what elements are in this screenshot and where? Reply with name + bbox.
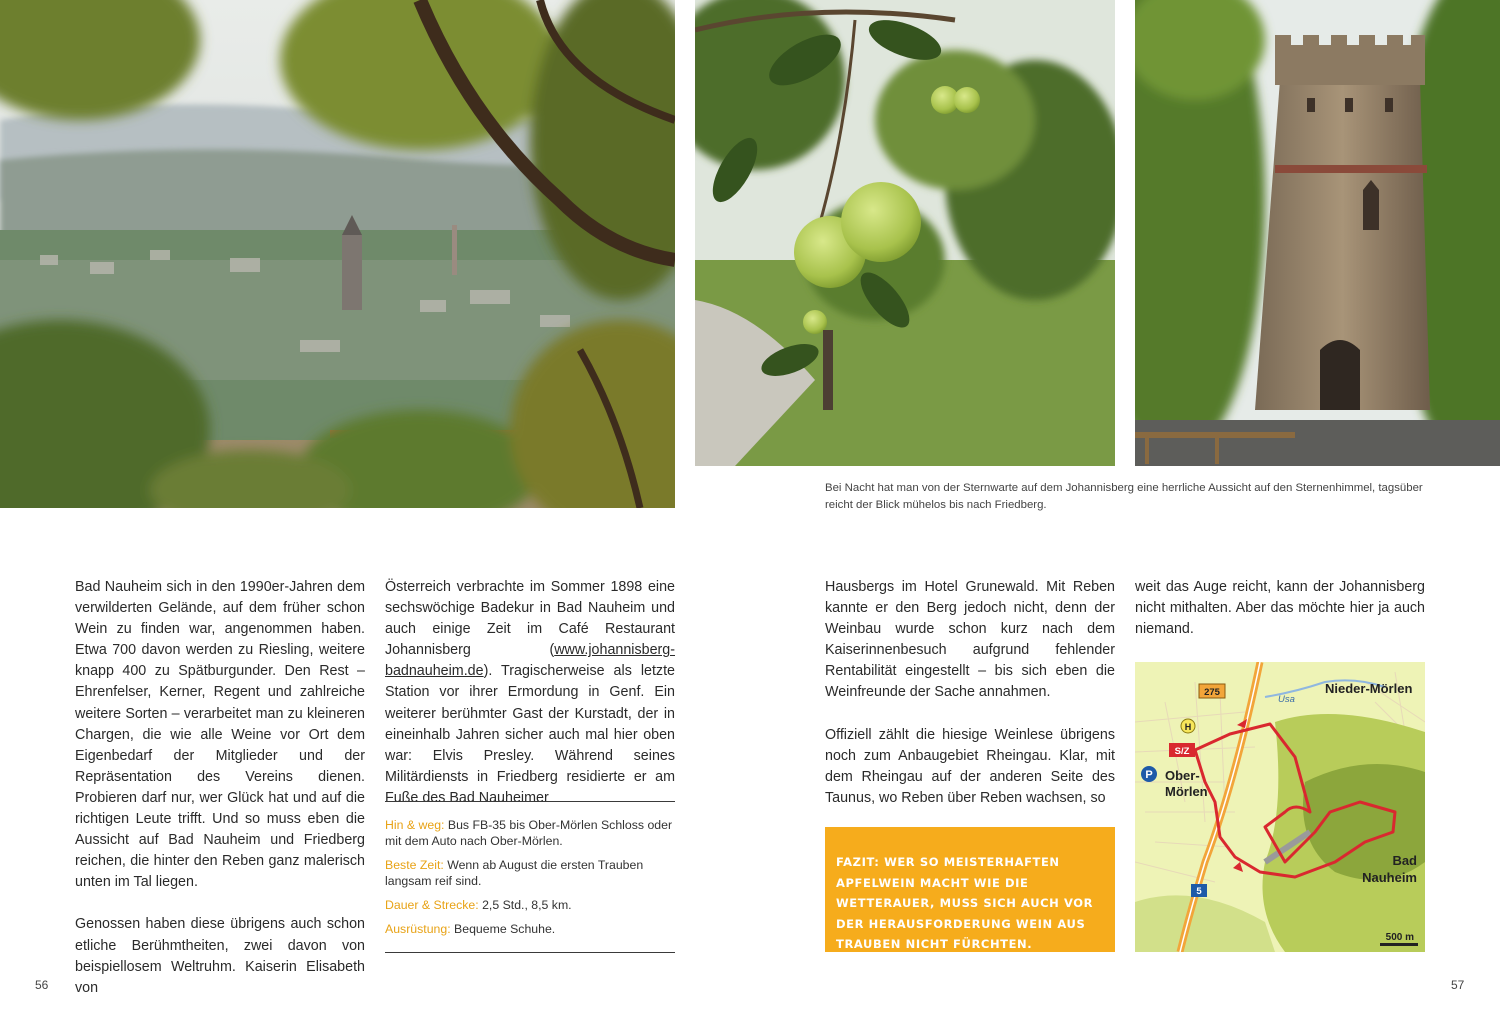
info-text: Wenn ab August die ersten Trauben langsam reif sind. — [385, 858, 644, 888]
photo-caption: Bei Nacht hat man von der Sternwarte auf dem Johannisberg eine herrliche Aussicht auf den Sternenhimmel, tagsüber reicht der Blick mühelos bis nach Friedberg. — [825, 482, 1423, 511]
place-label-nieder-moerlen: Nieder-Mörlen — [1325, 681, 1413, 696]
route-map-svg — [1135, 662, 1425, 952]
paragraph: Hausbergs im Hotel Grunewald. Mit Reben kannte er den Berg jedoch nicht, denn der Weinbau wurde schon kurz nach dem Kaiserinnenbesuch aufgrund fehlender Rentabilität eingestellt – bis sich eben die Weinfreunde der Sache annahmen. — [825, 579, 1115, 701]
info-label: Ausrüstung: — [385, 922, 451, 936]
place-label-ober-moerlen-line2: Mörlen — [1165, 784, 1208, 799]
scale-label: 500 m — [1385, 932, 1414, 943]
page-number-left: 56 — [35, 978, 49, 992]
place-label-bad-nauheim-line2: Nauheim — [1362, 870, 1417, 885]
info-label: Beste Zeit: — [385, 858, 444, 872]
observation-tower-photo-icon — [1135, 0, 1500, 466]
text-segment: ). Tragischerweise als letzte Station vor ihrer Ermordung in Genf. Ein weiterer berühmter Gast der Kurstadt, der in eineinhalb Jahren sicher auch mal hier oben war: Elvis Presley. Während seines Militärdiensts in Friedberg residierte er am Fuße des Bad Nauheimer — [385, 663, 675, 806]
paragraph: Genossen haben diese übrigens auch schon etliche Berühmtheiten, zwei davon von beispiellosem Weltruhm. Kaiserin Elisabeth von — [75, 916, 365, 996]
scale-bar — [1380, 943, 1418, 946]
info-text: 2,5 Std., 8,5 km. — [482, 898, 572, 912]
apple-tree-photo-icon — [695, 0, 1115, 466]
place-label-ober-moerlen-line1: Ober- — [1165, 768, 1200, 783]
info-row-travel — [385, 817, 675, 849]
text-column-3 — [825, 577, 1115, 809]
info-text: Bequeme Schuhe. — [454, 922, 556, 936]
parking-label: P — [1145, 769, 1153, 781]
text-segment: Österreich verbrachte im Sommer 1898 eine sechswöchige Badekur in Bad Nauheim und auch einige Zeit im Café Restaurant Johannisberg ( — [385, 579, 675, 659]
route-map — [1135, 662, 1425, 952]
info-label: Dauer & Strecke: — [385, 898, 479, 912]
info-text: Bus FB-35 bis Ober-Mörlen Schloss oder mit dem Auto nach Ober-Mörlen. — [385, 818, 673, 848]
apple-tree-photo — [695, 0, 1115, 466]
info-row-best-time — [385, 857, 675, 889]
place-label-bad-nauheim-line1: Bad — [1392, 853, 1417, 868]
tower-photo — [1135, 0, 1500, 466]
info-row-duration — [385, 897, 675, 913]
paragraph: Offiziell zählt die hiesige Weinlese übrigens noch zum Anbaugebiet Rheingau. Klar, mit dem Rheingau auf der anderen Seite des Taunus, wo Reben über Reben wachsen, so — [825, 726, 1115, 806]
text-column-2 — [385, 577, 675, 809]
fazit-box: FAZIT: WER SO MEISTERHAFTEN APFELWEIN MACHT WIE DIE WETTERAUER, MUSS SICH AUCH VOR DER HERAUSFORDERUNG WEIN AUS TRAUBEN NICHT FÜRCHTEN. — [825, 827, 1115, 952]
bus-stop-label: H — [1184, 722, 1192, 732]
paragraph — [385, 577, 675, 809]
info-label: Hin & weg: — [385, 818, 445, 832]
website-link[interactable]: www.johannisberg-badnauheim.de — [385, 642, 675, 680]
station-label: S/Z — [1174, 746, 1190, 757]
text-column-4 — [1135, 577, 1425, 640]
info-box — [385, 801, 675, 953]
river-label: Usa — [1278, 694, 1295, 705]
road-275-label: 275 — [1204, 687, 1220, 698]
road-5-label: 5 — [1196, 886, 1202, 897]
text-column-1 — [75, 577, 365, 999]
paragraph: Bad Nauheim sich in den 1990er-Jahren dem verwilderten Gelände, auf dem früher schon Wein zu finden war, angenommen haben. Etwa 700 davon werden zu Riesling, weitere knapp 400 zu Spätburgunder. Den Rest – Ehrenfelser, Kerner, Regent und zahlreiche weitere Sorten – verarbeitet man zu kleineren Chargen, die wie alle Weine vor Ort dem Eigenbedarf der Mitglieder und der Repräsentation des Vereins dienen. Probieren darf nur, wer Glück hat und auf die richtigen Leute trifft. Und so muss eben die Aussicht auf Bad Nauheim und Friedberg reichen, die hinter den Reben ganz malerisch unten im Tal liegen. — [75, 579, 365, 891]
landscape-photo — [0, 0, 675, 508]
paragraph: weit das Auge reicht, kann der Johannisberg nicht mithalten. Aber das möchte hier ja auch niemand. — [1135, 579, 1425, 638]
page-number-right: 57 — [1451, 978, 1465, 992]
info-row-equipment — [385, 921, 675, 937]
landscape-photo-icon — [0, 0, 675, 508]
